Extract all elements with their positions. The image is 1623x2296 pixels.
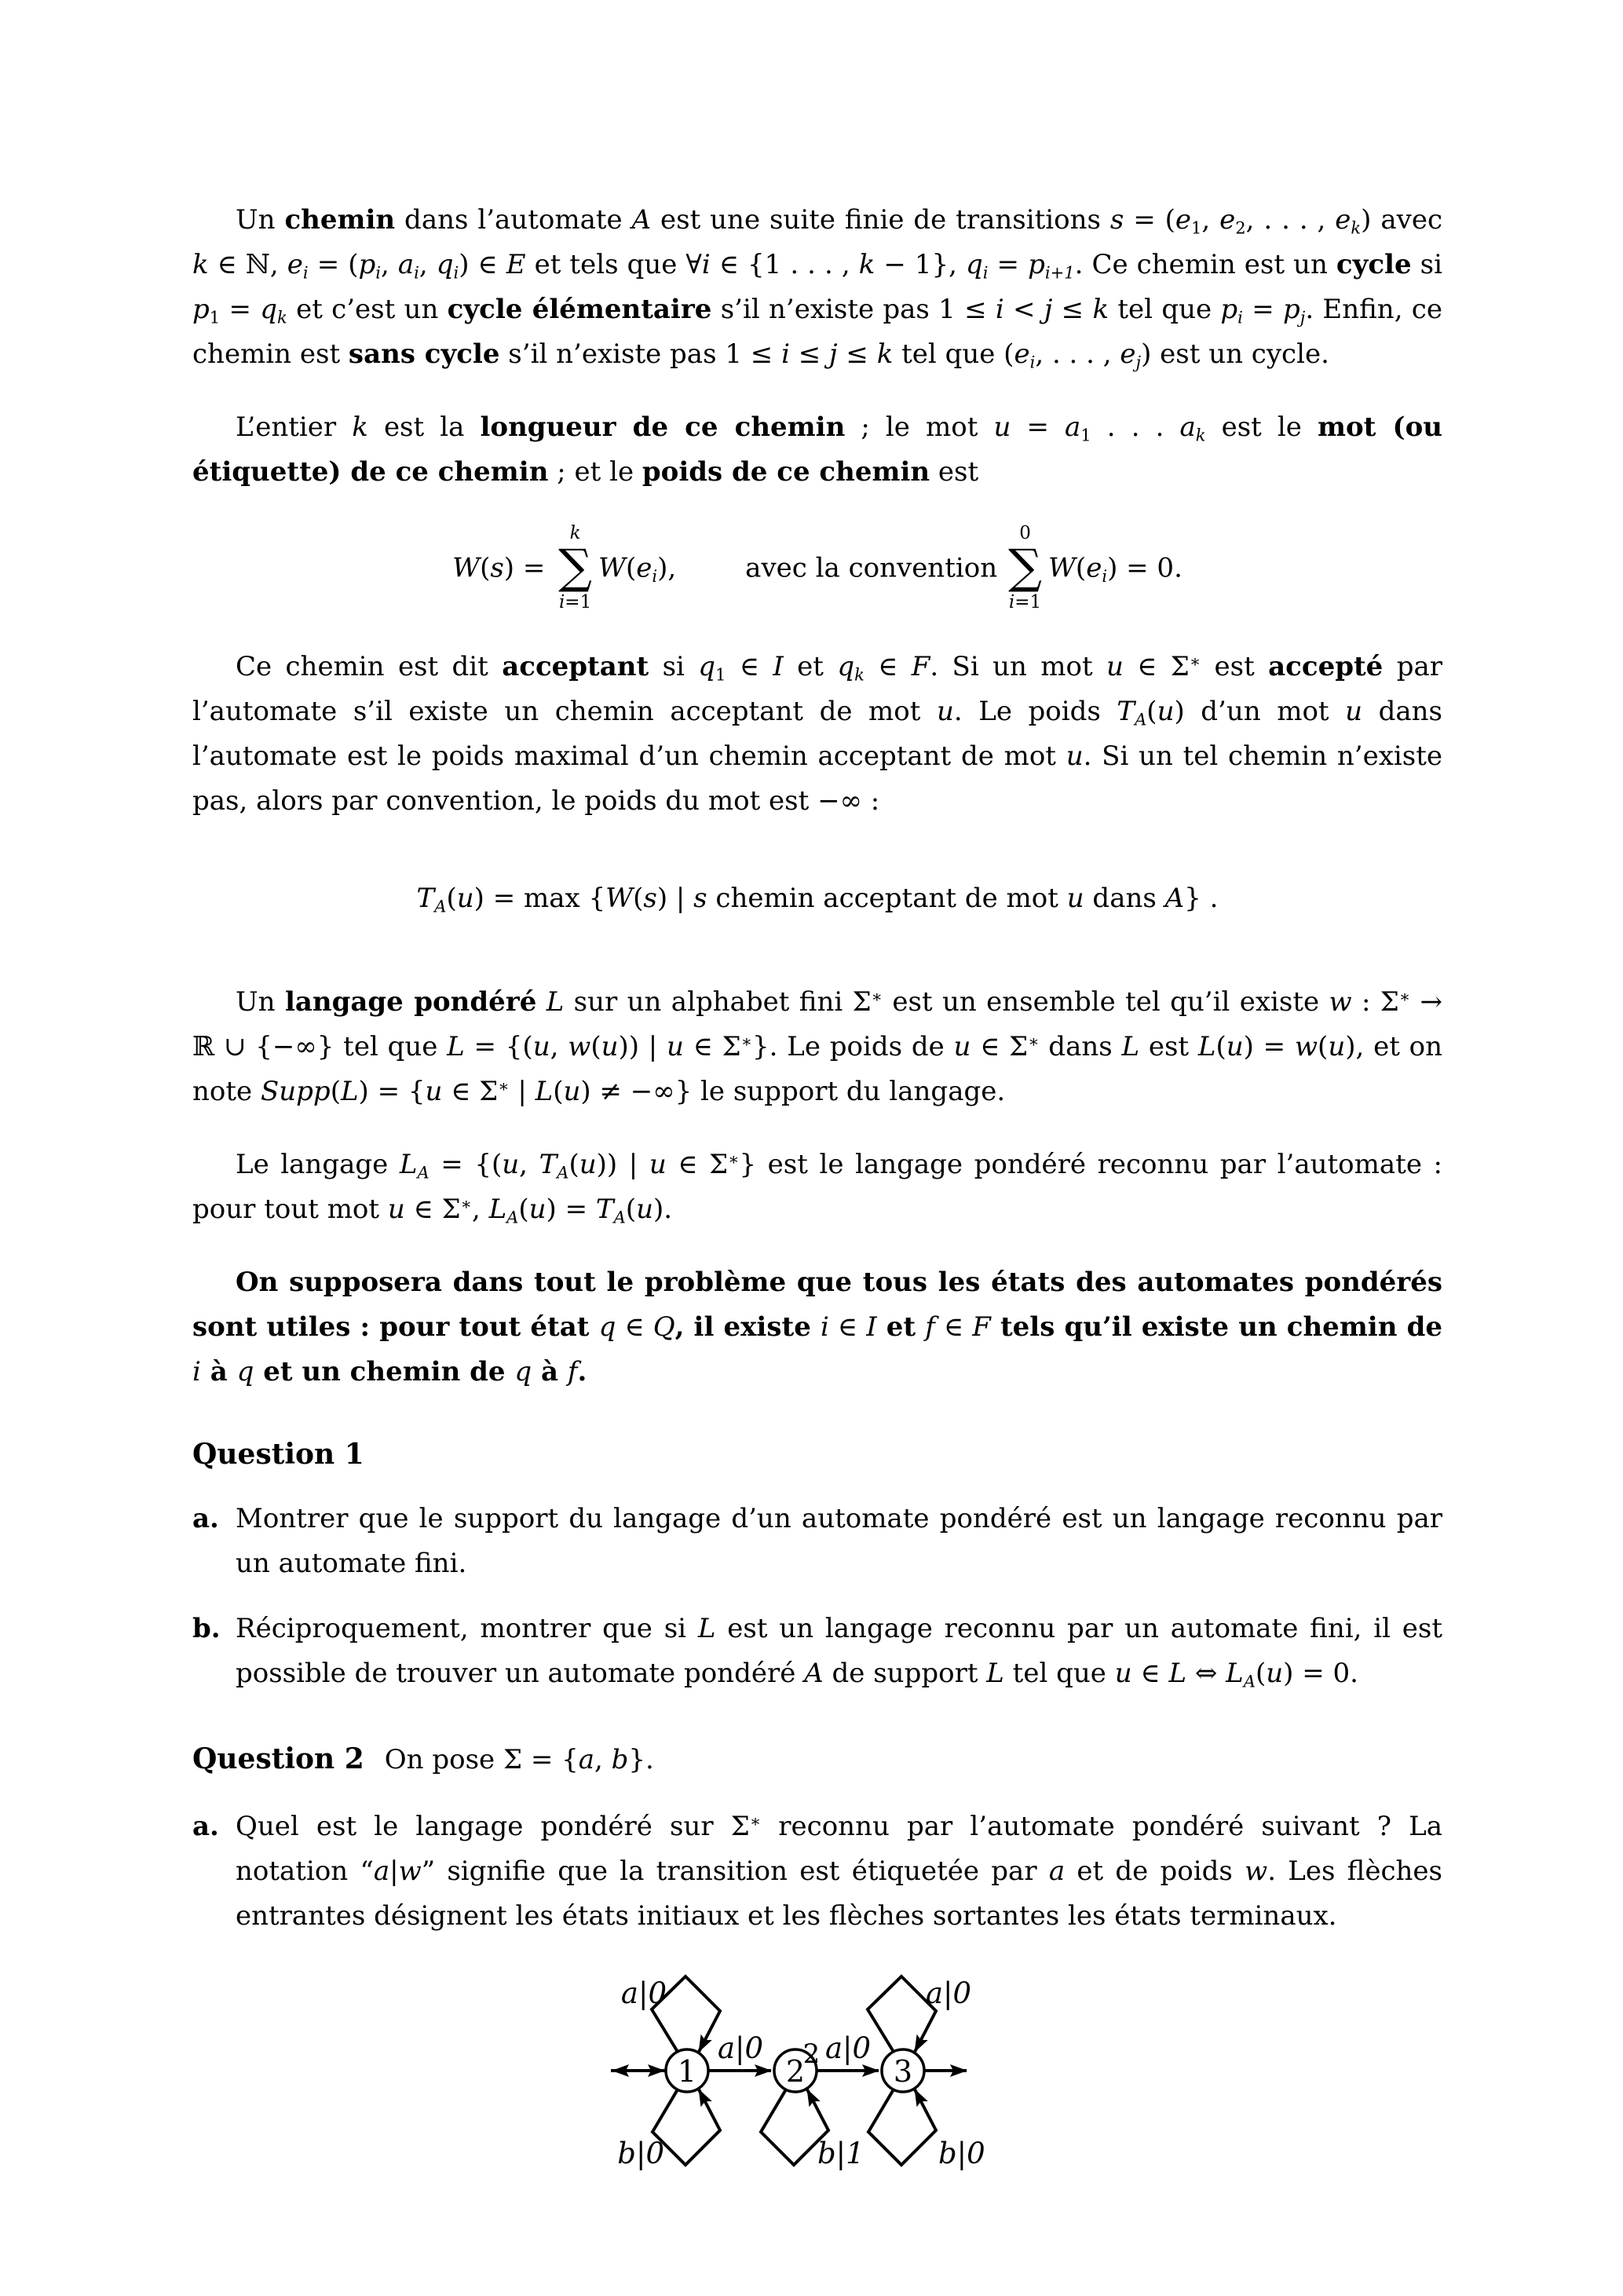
question-1-item-b <box>192 1607 1442 1696</box>
formula-path-weight: W(s) = k ∑ i=1 $W(e_i)$, avec la convention 0 ∑ i=1 $W(e_i) = 0$. <box>452 523 1183 612</box>
loop-label-state-3-top: a|0 <box>926 1976 972 2011</box>
loop-state-3-bottom <box>868 2089 936 2165</box>
loop-label-state-1-bottom: b|0 <box>617 2137 664 2171</box>
question-1-heading <box>192 1432 1442 1478</box>
automaton-svg <box>591 1959 984 2206</box>
state-2-label: 2 <box>785 2054 806 2089</box>
item-a-label: a. <box>192 1503 219 1535</box>
edge-label-2-3: a|0 <box>824 2031 872 2066</box>
page-content <box>192 198 1442 2221</box>
paragraph-longueur-poids: L’entier k est la longueur de ce chemin ; le mot $u = a_1$ . . . $a_k$ est le mot (ou étiquette) de ce chemin ; et le poids de ce chemin est <box>192 411 1442 488</box>
item-b-label: b. <box>192 1613 221 1645</box>
automaton-diagram <box>591 1959 1442 2221</box>
paragraph-langage-pondere: Un langage pondéré L sur un alphabet fini Σ∗ est un ensemble tel qu’il existe w : Σ∗ → ℝ ∪ {−∞} tel que L = {(u, w(u)) | u ∈ Σ∗}. Le poids de u ∈ Σ∗ dans L est L(u) = w(u), et on note Supp(L) = {u ∈ Σ∗ | L(u) ≠ −∞} le support du langage. <box>192 986 1443 1108</box>
paragraph-langage-reconnu: Le langage $L_A = \{(u$, $T_A(u)$) | u ∈ Σ∗} est le langage pondéré reconnu par l’automate : pour tout mot u ∈ Σ∗, $L_A(u) = T_A(u)$. <box>192 1149 1442 1227</box>
question-2-intro: On pose Σ = {a, b}. <box>384 1744 654 1776</box>
paragraph-chemin-definition: Un chemin dans l’automate A est une suite finie de transitions $s = (e_1$, $e_2$, . . . , $e_k$) avec k ∈ ℕ, $e_i = (p_i$, $a_i$, $q_i$) ∈ E et tels que ∀i ∈ {1 . . . , k − 1}, $q_i = p_{i+1}$. Ce chemin est un cycle si $p_1 = q_k$ et c’est un cycle élémentaire s’il n’existe pas 1 ≤ i < j ≤ k tel que $p_i = p_j$. Enfin, ce chemin est sans cycle s’il n’existe pas 1 ≤ i ≤ j ≤ k tel que ($e_i$, . . . , $e_j$) est un cycle. <box>192 204 1442 372</box>
item-b-text: Réciproquement, montrer que si L est un langage reconnu par un automate fini, il est possible de trouver un automate pondéré A de support L tel que u ∈ L ⇔ $L_A(u) = 0$. <box>236 1613 1443 1691</box>
question-2-title: Question 2 <box>192 1742 364 1776</box>
state-3-label: 3 <box>893 2054 913 2089</box>
edge-label-1-2: a|0 <box>717 2031 764 2066</box>
item-a2-text: Quel est le langage pondéré sur Σ∗ reconnu par l’automate pondéré suivant ? La notation “a|w” signifie que la transition est étiquetée par a et de poids w. Les flèches entrantes désignent les états initiaux et les flèches sortantes les états terminaux. <box>236 1811 1442 1932</box>
paragraph-acceptant: Ce chemin est dit acceptant si $q_1$ ∈ I et $q_k$ ∈ F. Si un mot u ∈ Σ∗ est accepté par l’automate s’il existe un chemin acceptant de mot u. Le poids $T_A(u)$ d’un mot u dans l’automate est le poids maximal d’un chemin acceptant de mot u. Si un tel chemin n’existe pas, alors par convention, le poids du mot est −∞ : <box>192 651 1442 817</box>
loop-label-state-1-top: a|0 <box>620 1976 667 2011</box>
question-1-title: Question 1 <box>192 1438 364 1472</box>
loop-label-state-2-bottom: b|1 <box>817 2137 865 2171</box>
loop-label-state-3-bottom: b|0 <box>938 2137 984 2171</box>
question-1-item-a <box>192 1497 1442 1586</box>
question-2-heading <box>192 1737 1442 1782</box>
paragraph-hypothese-etats-utiles: On supposera dans tout le problème que tous les états des automates pondérés sont utiles : pour tout état q ∈ Q, il existe i ∈ I et f ∈ F tels qu’il existe un chemin de i à q et un chemin de q à f. <box>192 1267 1442 1388</box>
item-a2-label: a. <box>192 1811 219 1843</box>
item-a-text: Montrer que le support du langage d’un automate pondéré est un langage reconnu par un automate fini. <box>236 1503 1442 1580</box>
formula-word-weight: $T_A(u) = \max \{W(s)$ | s chemin acceptant de mot u dans A} . <box>416 883 1219 916</box>
page-number: 2 <box>802 2038 821 2070</box>
question-2-item-a <box>192 1804 1442 1939</box>
state-1-label: 1 <box>677 2054 697 2089</box>
